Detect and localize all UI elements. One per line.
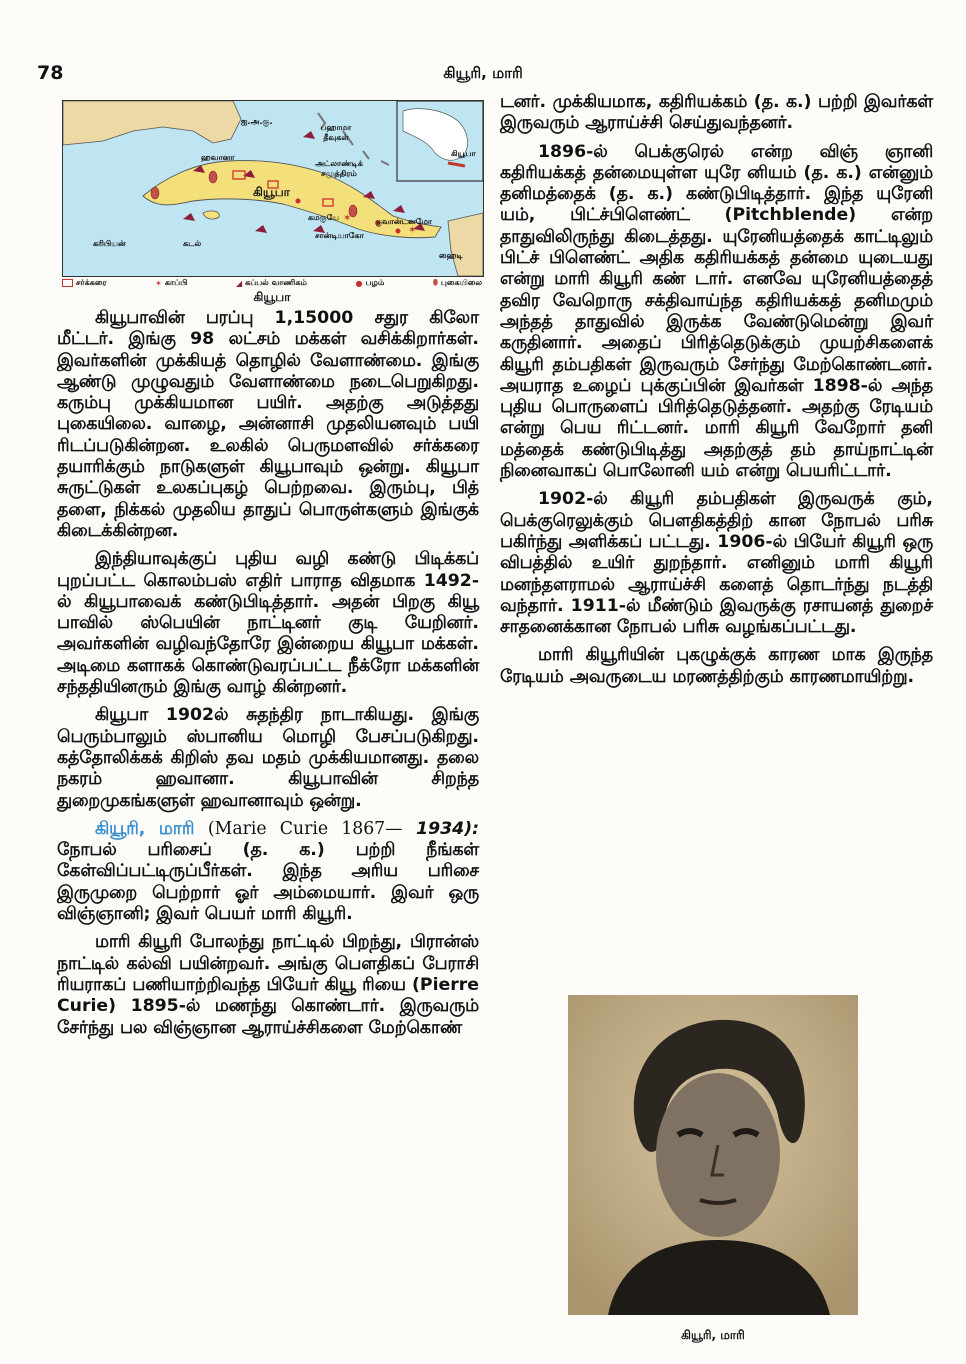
- map-legend: [62, 277, 482, 289]
- svg-text:✶: ✶: [343, 213, 352, 224]
- entry-latin-name: (Marie Curie 1867—: [207, 818, 403, 839]
- cuba-paragraph-3: கியூபா 1902ல் சுதந்திர நாடாகியது. இங்கு பெரும்பாலும் ஸ்பானிய மொழி பேசப்படுகிறது. கத்தோலிக்கக் கிறிஸ் தவ மதம் முக்கியமானது. தலை நகரம் ஹவானா. கியூபாவின் சிறந்த துறைமுகங்களுள் ஹவானாவும் ஒன்று.: [57, 705, 479, 811]
- legend-coffee: [155, 278, 187, 288]
- legend-sugar: [62, 278, 107, 288]
- legend-sugar-label: சர்க்கரை: [76, 278, 107, 287]
- hispaniola-land: [448, 213, 483, 276]
- tobacco-leaf-icon: ⬮: [432, 278, 438, 287]
- portrait-drawing: [568, 995, 858, 1315]
- map-label-inset: கியூபா: [451, 149, 476, 158]
- cuba-paragraph-1: கியூபாவின் பரப்பு 1,15000 சதுர கிலோ மீட்டர். இங்கு 98 லட்சம் மக்கள் வசிக்கிறார்கள். இவர்களின் முக்கியத் தொழில் வேளாண்மை. இங்கு ஆண்டு முழுவதும் வேளாண்மை நடைபெறுகிறது. கரும்பு முக்கியமான பயிர். அதற்கு அடுத்தது புகையிலை. வாழை, அன்னாசி முதலியனவும் பயி ரிடப்படுகின்றன. உலகில் பெருமளவில் சர்க்கரை தயாரிக்கும் நாடுகளுள் கியூபாவும் ஒன்று. கியூபா சுருட்டுகள் உலகப்புகழ் பெற்றவை. இரும்பு, பித் தளை, நிக்கல் முதலிய தாதுப் பொருள்களும் இங்குக் கிடைக்கின்றன.: [57, 308, 479, 541]
- portrait-caption: கியூரி, மாரி: [681, 1328, 745, 1342]
- map-caption: கியூபா: [253, 290, 291, 304]
- legend-tobacco: [433, 278, 482, 288]
- map-label-sea: கடல்: [183, 239, 202, 248]
- map-label-guantanamo: குவான்டனமோ: [375, 217, 433, 226]
- curie-entry-paragraph: [57, 819, 479, 925]
- map-label-haiti: ஹைடி: [439, 251, 463, 260]
- map-label-havana: ஹவானா: [201, 153, 235, 162]
- cuba-paragraph-2: இந்தியாவுக்குப் புதிய வழி கண்டு பிடிக்கப் புறப்பட்ட கொலம்பஸ் எதிர் பாராத விதமாக 1492-ல் கியூபாவைக் கண்டுபிடித்தார். அதன் பிறகு கியூ பாவில் ஸ்பெயின் நாட்டினர் குடி யேறினர். அவர்களின் வழிவந்தோரே இன்றைய கியூபா மக்கள். அடிமை களாகக் கொண்டுவரப்பட்ட நீக்ரோ மக்களின் சந்ததியினரும் இங்கு வாழ் கின்றனர்.: [57, 549, 479, 698]
- map-label-bahamas: பஹாமா தீவுகள்: [320, 123, 352, 142]
- entry-title: கியூரி, மாரி: [95, 818, 195, 839]
- face-shape: [656, 1073, 780, 1237]
- entry-text: நோபல் பரிசைப் (த. க.) பற்றி நீங்கள் கேள்விப்பட்டிருப்பீர்கள். இந்த அரிய பரிசை இருமுறை பெற்றார் ஓர் அம்மையார். இவர் ஒரு விஞ்ஞானி; இவர் பெயர் மாரி கியூரி.: [57, 840, 479, 925]
- curie-paragraph-2: மாரி கியூரி போலந்து நாட்டில் பிறந்து, பிரான்ஸ் நாட்டில் கல்வி பயின்றவர். அங்கு பௌதிகப் பேராசி ரியராகப் பணியாற்றிவந்த பியேர் கியூ ரியை (Pierre Curie) 1895-ல் மணந்து கொண்டார். இருவரும் சேர்ந்து பல விஞ்ஞான ஆராய்ச்சிகளை மேற்கொண்: [57, 932, 479, 1038]
- legend-shipping-label: கப்பல் வாணிகம்: [245, 278, 307, 287]
- page-number: 78: [37, 62, 64, 84]
- florida-land: [63, 101, 241, 145]
- legend-tobacco-label: புகையிலை: [440, 278, 482, 287]
- cuba-map: [62, 100, 484, 277]
- map-label-camaguey: கமகுயே: [308, 213, 340, 222]
- map-label-santiago: சான்டியாகோ: [315, 231, 364, 240]
- right-column: [500, 92, 933, 695]
- running-title: கியூரி, மாரி: [443, 64, 523, 82]
- map-label-cuba: கியூபா: [253, 185, 290, 199]
- legend-fruit: [355, 278, 384, 288]
- shipping-mark-icon: ◢: [235, 278, 243, 288]
- map-label-caribbean: கரிபியன்: [93, 239, 126, 248]
- fruit-dot-icon: ●: [355, 278, 363, 288]
- left-column: [57, 308, 479, 1046]
- continued-paragraph: டனர். முக்கியமாக, கதிரியக்கம் (த. க.) பற்றி இவர்கள் இருவரும் ஆராய்ச்சி செய்துவந்தனர்.: [500, 92, 933, 134]
- legend-coffee-label: காப்பி: [164, 278, 188, 287]
- map-label-atlantic: அட்லாண்டிக் சமுத்திரம்: [315, 159, 363, 178]
- isle-of-youth: [203, 211, 219, 219]
- legend-shipping: [236, 278, 307, 288]
- marie-curie-portrait: [568, 995, 858, 1315]
- sugar-square-icon: [62, 279, 73, 287]
- svg-text:✶: ✶: [408, 225, 417, 236]
- map-label-usa: ஐ.அ.கு.: [241, 117, 273, 126]
- becquerel-paragraph: 1896-ல் பெக்குரெல் என்ற விஞ் ஞானி கதிரியக்கத் தன்மையுள்ள யுரே னியம் (த. க.) என்னும் தனிமத்தைக் (த. க.) கண்டுபிடித்தார். இந்த யுரேனி யம், பிட்ச்பிளெண்ட் (Pitchblende) என்ற தாதுவிலிருந்து கிடைத்தது. யுரேனியத்தைக் காட்டிலும் பிட்ச் பிளெண்ட் அதிக கதிரியக்கத் தன்மை யுடையது என்று மாரி கியூரி கண் டார். எனவே யுரேனியத்தைத் தவிர வேறொரு சக்திவாய்ந்த கதிரியக்கத் தனிமமும் அந்தத் தாதுவில் இருக்க வேண்டுமென்று இவர் கருதினார். அதைப் பிரித்தெடுக்கும் முயற்சிகளைக் கியூரி தம்பதிகள் இருவரும் சேர்ந்து மேற்கொண்டனர். அயராத உழைப் புக்குப்பின் இவர்கள் 1898-ல் அந்த புதிய பொருளைப் பிரித்தெடுத்தனர். அதற்கு ரேடியம் என்று பெய ரிட்டனர். மாரி கியூரி வேறோர் தனி மத்தைக் கண்டுபிடித்து அதற்குத் தம் தாய்நாட்டின் நினைவாகப் பொலோனி யம் என்று பெயரிட்டார்.: [500, 141, 933, 482]
- coffee-star-icon: ✶: [155, 278, 162, 288]
- nobel-paragraph: 1902-ல் கியூரி தம்பதிகள் இருவருக் கும், பெக்குரெலுக்கும் பௌதிகத்திற் கான நோபல் பரிசு பகிர்ந்து அளிக்கப் பட்டது. 1906-ல் பியேர் கியூரி ஒரு விபத்தில் உயிர் துறந்தார். எனினும் மாரி கியூரி மனந்தளராமல் ஆராய்ச்சி களைத் தொடர்ந்து நடத்தி வந்தார். 1911-ல் மீண்டும் இவருக்கு ரசாயனத் துறைச் சாதனைக்கான நோபல் பரிசு வழங்கப்பட்டது.: [500, 489, 933, 638]
- entry-years-end: 1934):: [416, 818, 479, 839]
- legend-fruit-label: பழம்: [365, 278, 385, 287]
- radium-paragraph: மாரி கியூரியின் புகழுக்குக் காரண மாக இருந்த ரேடியம் அவருடைய மரணத்திற்கும் காரணமாயிற்று.: [500, 645, 933, 687]
